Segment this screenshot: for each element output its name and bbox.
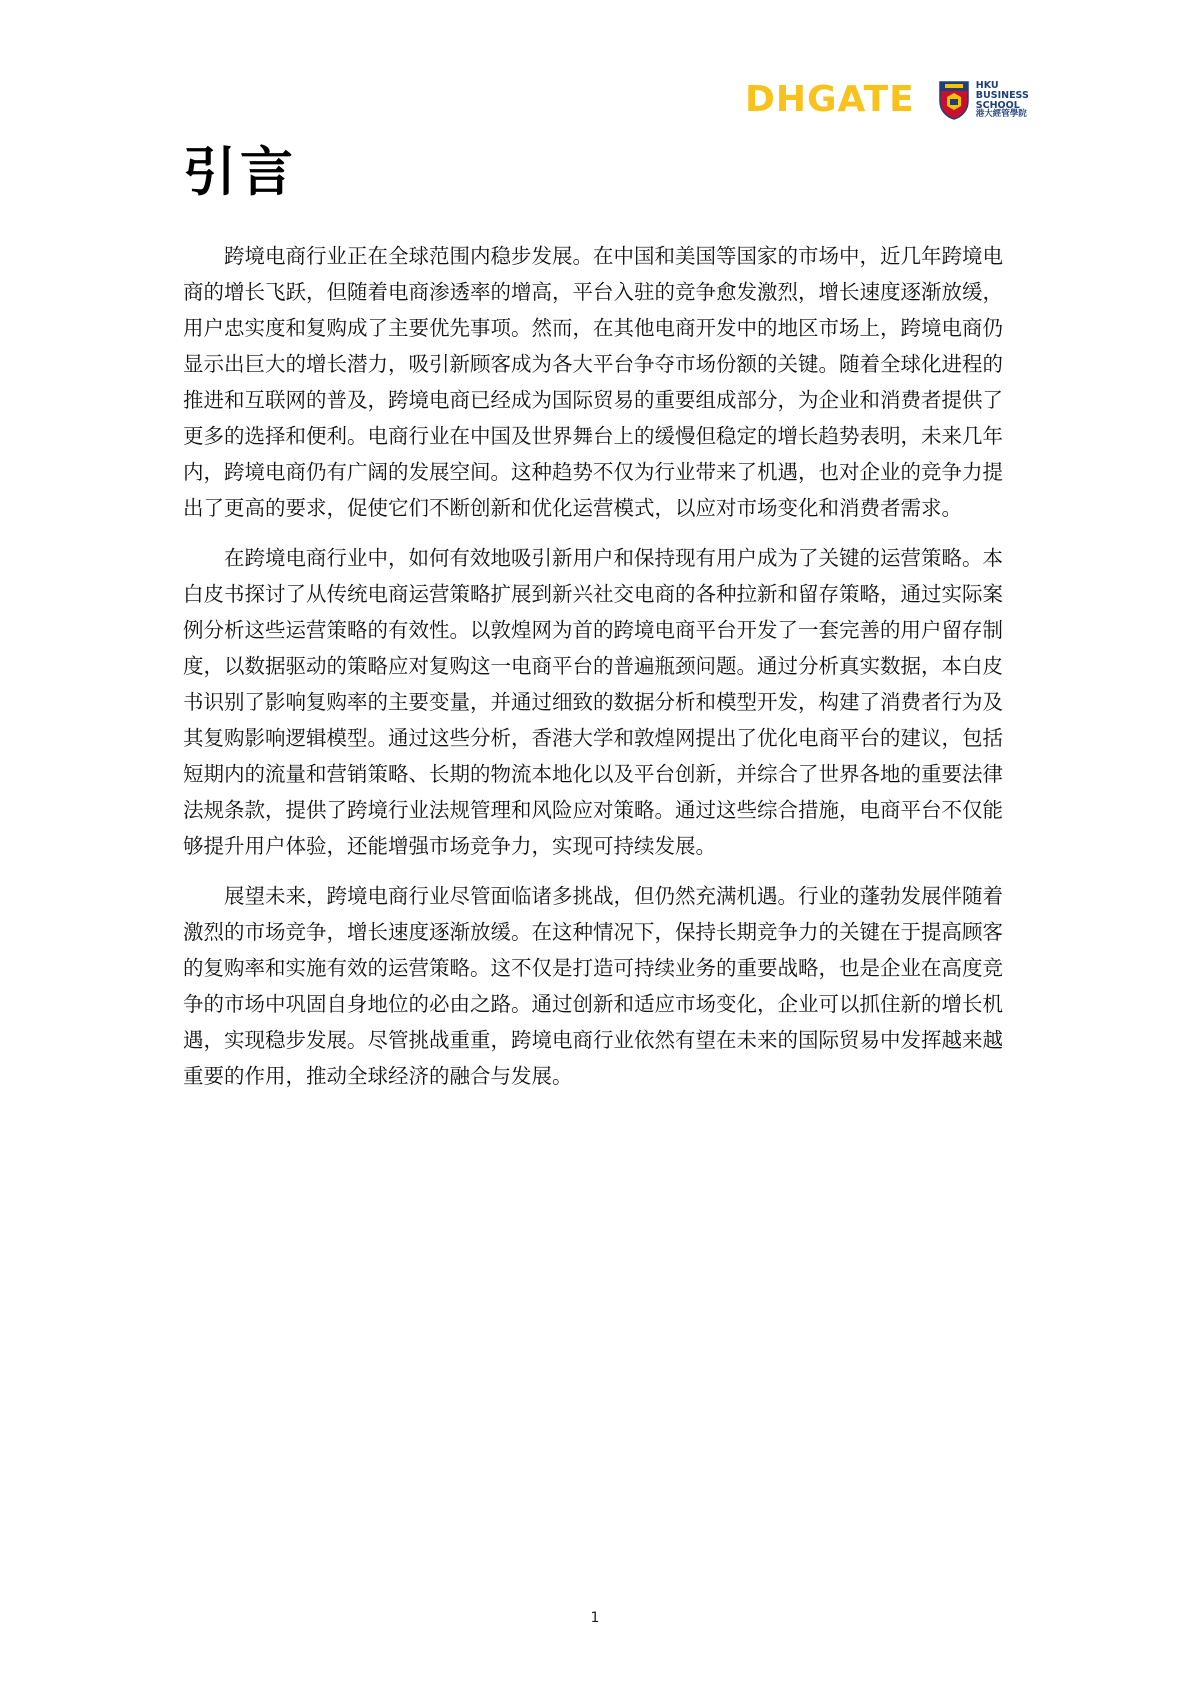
dhgate-logo: DHGATE: [745, 79, 915, 120]
hku-business-school-logo: [976, 81, 1029, 120]
hku-logo-line: SCHOOL: [975, 99, 1020, 111]
paragraph: 展望未来，跨境电商行业尽管面临诸多挑战，但仍然充满机遇。行业的蓬勃发展伴随着激烈的市场竞争，增长速度逐渐放缓。在这种情况下，保持长期竞争力的关键在于提高顾客的复购率和实施有效的运营策略。这不仅是打造可持续业务的重要战略，也是企业在高度竞争的市场中巩固自身地位的必由之路。通过创新和适应市场变化，企业可以抓住新的增长机遇，实现稳步发展。尽管挑战重重，跨境电商行业依然有望在未来的国际贸易中发挥越来越重要的作用，推动全球经济的融合与发展。: [183, 884, 1003, 1088]
paragraph: 跨境电商行业正在全球范围内稳步发展。在中国和美国等国家的市场中，近几年跨境电商的增长飞跃，但随着电商渗透率的增高，平台入驻的竞争愈发激烈，增长速度逐渐放缓，用户忠实度和复购成了主要优先事项。然而，在其他电商开发中的地区市场上，跨境电商仍显示出巨大的增长潜力，吸引新顾客成为各大平台争夺市场份额的关键。随着全球化进程的推进和互联网的普及，跨境电商已经成为国际贸易的重要组成部分，为企业和消费者提供了更多的选择和便利。电商行业在中国及世界舞台上的缓慢但稳定的增长趋势表明，未来几年内，跨境电商仍有广阔的发展空间。这种趋势不仅为行业带来了机遇，也对企业的竞争力提出了更高的要求，促使它们不断创新和优化运营模式，以应对市场变化和消费者需求。: [183, 244, 1003, 520]
hku-logo-line: BUSINESS: [975, 89, 1029, 101]
hku-logo-chinese: 港大經管學院: [975, 109, 1027, 120]
page-number: 1: [590, 1610, 600, 1626]
body-text: [183, 238, 1003, 1108]
page-title: 引言: [183, 142, 297, 203]
paragraph: 在跨境电商行业中，如何有效地吸引新用户和保持现有用户成为了关键的运营策略。本白皮书探讨了从传统电商运营策略扩展到新兴社交电商的各种拉新和留存策略，通过实际案例分析这些运营策略的有效性。以敦煌网为首的跨境电商平台开发了一套完善的用户留存制度，以数据驱动的策略应对复购这一电商平台的普遍瓶颈问题。通过分析真实数据，本白皮书识别了影响复购率的主要变量，并通过细致的数据分析和模型开发，构建了消费者行为及其复购影响逻辑模型。通过这些分析，香港大学和敦煌网提出了优化电商平台的建议，包括短期内的流量和营销策略、长期的物流本地化以及平台创新，并综合了世界各地的重要法律法规条款，提供了跨境行业法规管理和风险应对策略。通过这些综合措施，电商平台不仅能够提升用户体验，还能增强市场竞争力，实现可持续发展。: [183, 546, 1003, 858]
hku-logo-line: HKU: [975, 79, 999, 91]
header-logos: [745, 78, 1029, 122]
hku-crest-icon: [937, 79, 971, 121]
